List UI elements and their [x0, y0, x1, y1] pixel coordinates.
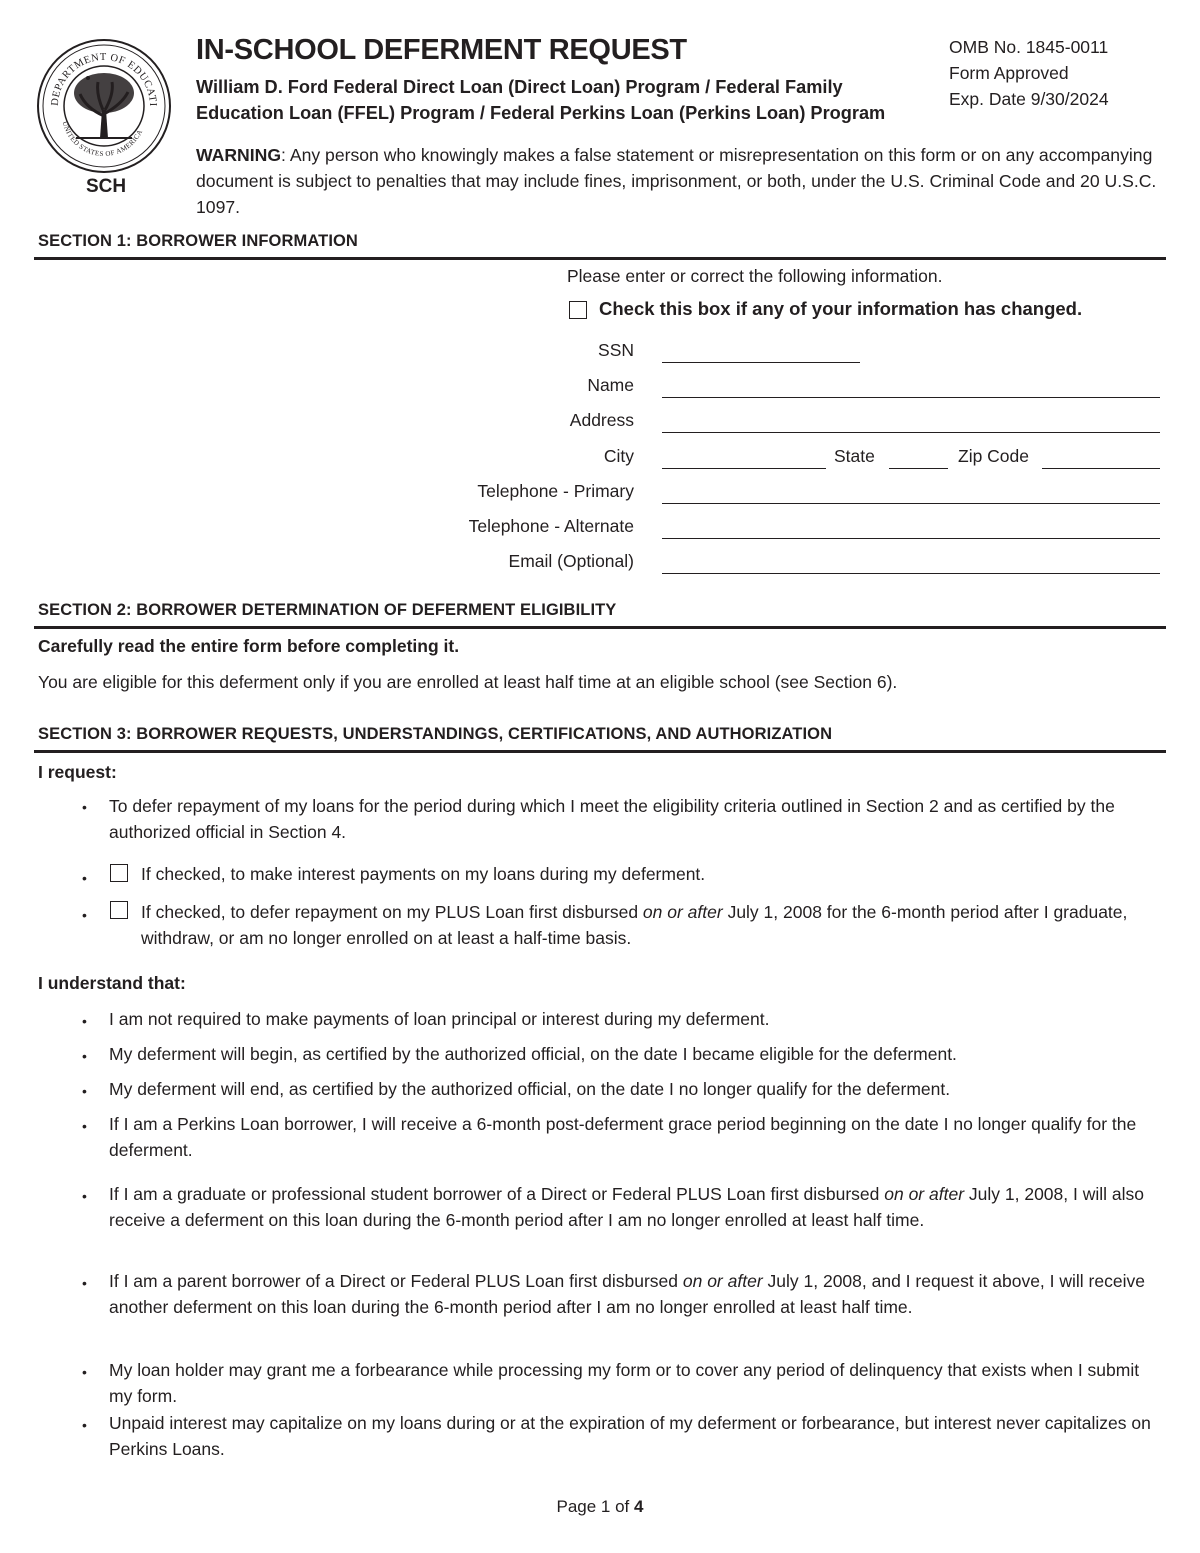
bullet: •: [82, 1417, 87, 1433]
bullet: •: [82, 870, 87, 886]
understanding-item: I am not required to make payments of loan principal or interest during my deferment.: [109, 1009, 770, 1029]
zip-code-field[interactable]: [1042, 468, 1160, 469]
request-interest-payments: If checked, to make interest payments on my loans during my deferment.: [141, 864, 706, 884]
plus-loan-deferment-checkbox[interactable]: [110, 901, 128, 919]
form-subtitle: [196, 74, 956, 126]
section-2-instruction: Carefully read the entire form before completing it.: [38, 636, 460, 656]
name-label: Name: [587, 375, 634, 395]
seal-text-top: DEPARTMENT OF EDUCATI: [49, 51, 159, 107]
department-of-education-seal-icon: [36, 38, 172, 174]
request-heading: I request:: [38, 762, 117, 782]
bullet: •: [82, 1364, 87, 1380]
email-field[interactable]: [662, 573, 1160, 574]
understand-heading: I understand that:: [38, 973, 186, 993]
telephone-alternate-label: Telephone - Alternate: [468, 516, 634, 536]
section-1-heading: SECTION 1: BORROWER INFORMATION: [38, 232, 358, 250]
page-number: Page 1 of 4: [556, 1497, 644, 1516]
understanding-item: Unpaid interest may capitalize on my loans during or at the expiration of my deferment or forbearance, but interest never capitalizes on Perkins Loans.: [109, 1413, 1151, 1459]
understanding-item: My deferment will end, as certified by the authorized official, on the date I no longer qualify for the deferment.: [109, 1079, 951, 1099]
telephone-alternate-field[interactable]: [662, 538, 1160, 539]
understanding-item: If I am a Perkins Loan borrower, I will receive a 6-month post-deferment grace period beginning on the date I no longer qualify for the deferment.: [109, 1114, 1137, 1160]
omb-number: OMB No. 1845-0011: [949, 37, 1109, 57]
bullet: •: [82, 1048, 87, 1064]
section-2-eligibility-text: You are eligible for this deferment only if you are enrolled at least half time at an eligible school (see Section 6).: [38, 672, 898, 692]
section-2-heading: SECTION 2: BORROWER DETERMINATION OF DEFERMENT ELIGIBILITY: [38, 601, 617, 619]
section-3-heading: SECTION 3: BORROWER REQUESTS, UNDERSTANDINGS, CERTIFICATIONS, AND AUTHORIZATION: [38, 725, 833, 743]
understanding-item: My loan holder may grant me a forbearance while processing my form or to cover any period of delinquency that exists when I submit my form.: [109, 1360, 1140, 1406]
state-field[interactable]: [889, 468, 948, 469]
understanding-item: If I am a graduate or professional student borrower of a Direct or Federal PLUS Loan first disbursed on or after July 1, 2008, I will also receive a deferment on this loan during the 6-month period after I am no longer enrolled at least half time.: [109, 1184, 1144, 1230]
address-label: Address: [569, 410, 634, 430]
email-label: Email (Optional): [508, 551, 634, 571]
bullet: •: [82, 1083, 87, 1099]
bullet: •: [82, 1118, 87, 1134]
form-title: IN-SCHOOL DEFERMENT REQUEST: [196, 34, 687, 66]
state-label: State: [834, 446, 875, 466]
telephone-primary-field[interactable]: [662, 503, 1160, 504]
info-changed-checkbox-label: Check this box if any of your information has changed.: [599, 298, 1083, 319]
section-1-intro: Please enter or correct the following information.: [567, 266, 943, 286]
omb-info: [949, 34, 1109, 112]
city-label: City: [603, 446, 634, 466]
section-1-rule: [34, 257, 1166, 260]
section-3-rule: [34, 750, 1166, 753]
bullet: •: [82, 1013, 87, 1029]
warning-label: WARNING: [196, 145, 282, 165]
zip-code-label: Zip Code: [958, 446, 1030, 466]
expiration-date: Exp. Date 9/30/2024: [949, 89, 1109, 109]
interest-payments-checkbox[interactable]: [110, 864, 128, 882]
subtitle-line-2: Education Loan (FFEL) Program / Federal Perkins Loan (Perkins Loan) Program: [196, 103, 886, 123]
section-2-rule: [34, 626, 1166, 629]
ssn-label: SSN: [598, 340, 634, 360]
request-plus-loan-deferment: If checked, to defer repayment on my PLUS Loan first disbursed on or after July 1, 2008 for the 6-month period after I graduate, withdraw, or am no longer enrolled on at least a half-time basis.: [141, 902, 1128, 948]
telephone-primary-label: Telephone - Primary: [477, 481, 634, 501]
subtitle-line-1: William D. Ford Federal Direct Loan (Direct Loan) Program / Federal Family: [196, 77, 843, 97]
understanding-item: If I am a parent borrower of a Direct or Federal PLUS Loan first disbursed on or after July 1, 2008, and I request it above, I will receive another deferment on this loan during the 6-month period after I am no longer enrolled at least half time.: [109, 1271, 1145, 1317]
form-code: SCH: [86, 176, 127, 197]
name-field[interactable]: [662, 397, 1160, 398]
bullet: •: [82, 1275, 87, 1291]
seal-text-bottom: UNITED STATES OF AMERICA: [60, 120, 145, 159]
city-field[interactable]: [662, 468, 826, 469]
warning-notice: [196, 142, 1161, 220]
understanding-item: My deferment will begin, as certified by the authorized official, on the date I became eligible for the deferment.: [109, 1044, 957, 1064]
address-field[interactable]: [662, 432, 1160, 433]
form-approved: Form Approved: [949, 63, 1069, 83]
bullet: •: [82, 907, 87, 923]
request-defer-repayment: To defer repayment of my loans for the period during which I meet the eligibility criteria outlined in Section 2 and as certified by the authorized official in Section 4.: [109, 796, 1115, 842]
ssn-field[interactable]: [662, 362, 860, 363]
info-changed-checkbox[interactable]: [569, 301, 587, 319]
bullet: •: [82, 799, 87, 815]
bullet: •: [82, 1188, 87, 1204]
warning-text: : Any person who knowingly makes a false statement or misrepresentation on this form or on any accompanying document is subject to penalties that may include fines, imprisonment, or both, under the U.S. Criminal Code and 20 U.S.C. 1097.: [196, 145, 1157, 217]
